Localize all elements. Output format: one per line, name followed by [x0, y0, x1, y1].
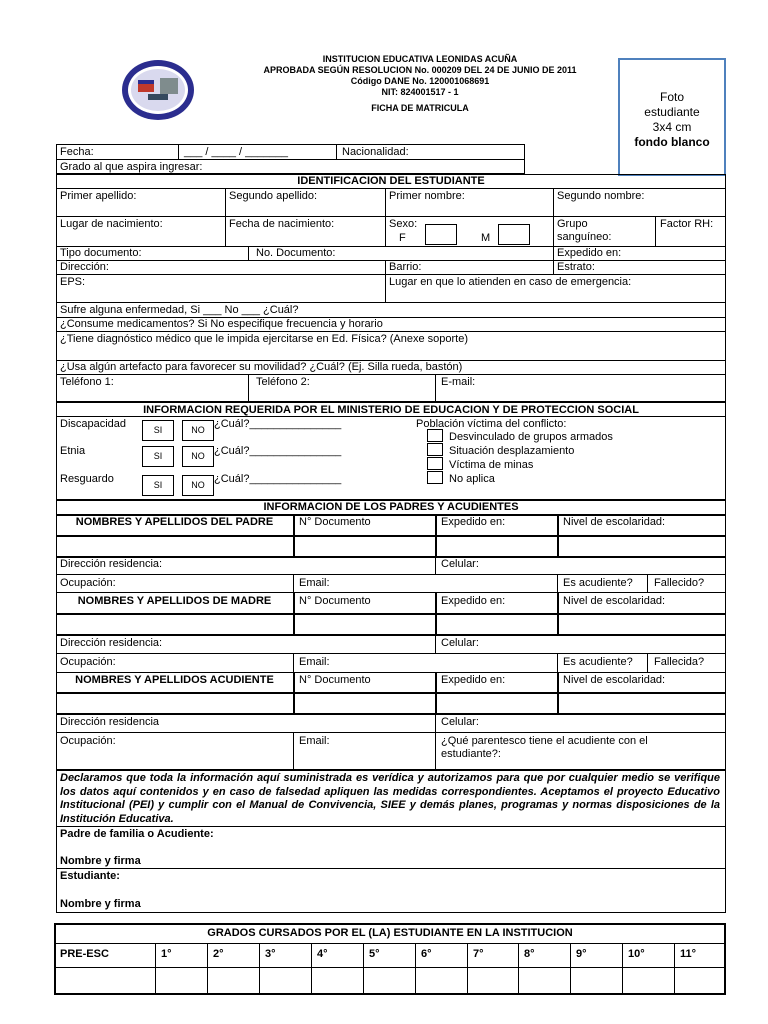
photo-box: [618, 58, 726, 176]
padre-es-acudiente[interactable]: Es acudiente?: [563, 577, 633, 589]
grade-header-6: 6°: [421, 948, 432, 960]
nacionalidad-label[interactable]: Nacionalidad:: [342, 146, 409, 158]
discapacidad-label: Discapacidad: [60, 418, 127, 430]
ministry-section-title: INFORMACION REQUERIDA POR EL MINISTERIO DE EDUCACION Y DE PROTECCION SOCIAL: [143, 404, 639, 416]
sexo-f-checkbox[interactable]: [425, 224, 457, 245]
padre-header: NOMBRES Y APELLIDOS DEL PADRE: [75, 516, 274, 528]
grade-cell-6[interactable]: [416, 968, 466, 993]
acudiente-direccion-field[interactable]: Dirección residencia: [60, 716, 160, 728]
acudiente-ocupacion-field[interactable]: Ocupación:: [60, 735, 116, 747]
madre-celular-field[interactable]: Celular:: [441, 637, 479, 649]
grade-header-1: 1°: [161, 948, 172, 960]
padre-ocupacion-field[interactable]: Ocupación:: [60, 577, 116, 589]
document-title: FICHA DE MATRICULA: [371, 103, 469, 113]
madre-expedido-header: Expedido en:: [441, 595, 506, 607]
acudiente-expedido-header: Expedido en:: [441, 674, 506, 686]
padre-email-field[interactable]: Email:: [299, 577, 330, 589]
no-documento-field[interactable]: No. Documento:: [256, 247, 336, 259]
grade-cell-1[interactable]: [156, 968, 206, 993]
resguardo-label: Resguardo: [60, 473, 114, 485]
etnia-si[interactable]: SI: [142, 446, 174, 467]
resguardo-si[interactable]: SI: [142, 475, 174, 496]
diagnostico-question[interactable]: ¿Tiene diagnóstico médico que le impida ejercitarse en Ed. Física? (Anexe soporte): [60, 333, 469, 345]
grade-header-4: 4°: [317, 948, 328, 960]
fecha-nacimiento-field[interactable]: Fecha de nacimiento:: [229, 218, 335, 230]
grade-cell-7[interactable]: [468, 968, 517, 993]
option-desplazamiento-label: Situación desplazamiento: [449, 445, 575, 457]
padre-expedido-header: Expedido en:: [441, 516, 506, 528]
madre-fallecida[interactable]: Fallecida?: [654, 656, 705, 668]
estrato-field[interactable]: Estrato:: [557, 261, 595, 273]
grade-header-5: 5°: [369, 948, 380, 960]
grade-cell-4[interactable]: [312, 968, 362, 993]
madre-ocupacion-field[interactable]: Ocupación:: [60, 656, 116, 668]
madre-input-row[interactable]: [56, 615, 726, 634]
estudiante-nombre-firma: Nombre y firma: [60, 898, 141, 910]
option-minas-checkbox[interactable]: [427, 457, 443, 470]
madre-es-acudiente[interactable]: Es acudiente?: [563, 656, 633, 668]
madre-email-field[interactable]: Email:: [299, 656, 330, 668]
direccion-field[interactable]: Dirección:: [60, 261, 109, 273]
photo-line-3: 3x4 cm: [652, 120, 692, 134]
discapacidad-si[interactable]: SI: [142, 420, 174, 441]
padre-celular-field[interactable]: Celular:: [441, 558, 479, 570]
grade-cell-8[interactable]: [519, 968, 569, 993]
telefono1-field[interactable]: Teléfono 1:: [60, 376, 114, 388]
option-desplazamiento-checkbox[interactable]: [427, 443, 443, 456]
sexo-m-checkbox[interactable]: [498, 224, 530, 245]
acudiente-input-row[interactable]: [56, 694, 726, 713]
acudiente-escolaridad-header: Nivel de escolaridad:: [563, 674, 666, 686]
sexo-label: Sexo:: [389, 218, 418, 230]
acudiente-documento-header: N° Documento: [299, 674, 371, 686]
madre-direccion-field[interactable]: Dirección residencia:: [60, 637, 163, 649]
acudiente-email-field[interactable]: Email:: [299, 735, 330, 747]
sanguineo-label[interactable]: sanguíneo:: [557, 231, 612, 243]
nit-number: NIT: 824001517 - 1: [381, 87, 459, 97]
grade-header-3: 3°: [265, 948, 276, 960]
dane-code: Código DANE No. 120001068691: [350, 76, 490, 86]
student-section-title: IDENTIFICACION DEL ESTUDIANTE: [297, 175, 485, 187]
discapacidad-no[interactable]: NO: [182, 420, 214, 441]
segundo-nombre-field[interactable]: Segundo nombre:: [557, 190, 645, 202]
expedido-field[interactable]: Expedido en:: [557, 247, 622, 259]
etnia-no[interactable]: NO: [182, 446, 214, 467]
padre-escolaridad-header: Nivel de escolaridad:: [563, 516, 666, 528]
grade-cell-10[interactable]: [623, 968, 673, 993]
lugar-nacimiento-field[interactable]: Lugar de nacimiento:: [60, 218, 163, 230]
padre-documento-header: N° Documento: [299, 516, 371, 528]
grade-cell-9[interactable]: [571, 968, 621, 993]
grade-cell-11[interactable]: [675, 968, 725, 993]
etnia-label: Etnia: [60, 445, 86, 457]
parents-section-title: INFORMACION DE LOS PADRES Y ACUDIENTES: [263, 501, 519, 513]
tipo-documento-field[interactable]: Tipo documento:: [60, 247, 142, 259]
padre-firma-label[interactable]: Padre de familia o Acudiente:: [60, 828, 214, 840]
artefacto-question[interactable]: ¿Usa algún artefacto para favorecer su movilidad? ¿Cuál? (Ej. Silla rueda, bastón): [60, 361, 463, 373]
acudiente-celular-field[interactable]: Celular:: [441, 716, 479, 728]
sexo-m-label: M: [481, 232, 491, 244]
eps-field[interactable]: EPS:: [60, 276, 86, 288]
poblacion-victima-label: Población víctima del conflicto:: [416, 418, 567, 430]
medicamentos-question[interactable]: ¿Consume medicamentos? Si No especifique frecuencia y horario: [60, 318, 383, 330]
padre-input-row[interactable]: [56, 537, 726, 556]
option-no-aplica-checkbox[interactable]: [427, 471, 443, 484]
grade-header-9: 9°: [576, 948, 587, 960]
grade-cell-5[interactable]: [364, 968, 414, 993]
grade-header-10: 10°: [628, 948, 645, 960]
resguardo-cual[interactable]: ¿Cuál?_______________: [214, 473, 342, 485]
declaration-text: Declaramos que toda la información aquí suministrada es verídica y autorizamos para que por cualquier medio se verifique los datos aquí contenidos y en caso de falsedad apliquen las medidas correspondientes. Aceptamos el proyecto Educativo Institucional (PEI) y cumplir con el Manual de Convivencia, SIEE y demás planes, programas y normas disposiciones de la Institución Educativa.: [60, 772, 720, 825]
estudiante-firma-label[interactable]: Estudiante:: [60, 870, 120, 882]
photo-line-4: fondo blanco: [634, 135, 710, 149]
etnia-cual[interactable]: ¿Cuál?_______________: [214, 445, 342, 457]
grade-header-11: 11°: [680, 948, 697, 960]
madre-escolaridad-header: Nivel de escolaridad:: [563, 595, 666, 607]
primer-apellido-field[interactable]: Primer apellido:: [60, 190, 137, 202]
barrio-field[interactable]: Barrio:: [389, 261, 422, 273]
grade-header-0: PRE-ESC: [60, 948, 109, 960]
photo-line-1: Foto: [659, 90, 684, 104]
padre-direccion-field[interactable]: Dirección residencia:: [60, 558, 163, 570]
sexo-f-label: F: [399, 232, 406, 244]
factor-rh-field[interactable]: Factor RH:: [660, 218, 714, 230]
grade-cell-2[interactable]: [208, 968, 258, 993]
option-desvinculado-label: Desvinculado de grupos armados: [449, 431, 613, 443]
fecha-label: Fecha:: [60, 146, 94, 158]
padre-nombre-firma: Nombre y firma: [60, 855, 141, 867]
grades-title: GRADOS CURSADOS POR EL (LA) ESTUDIANTE EN LA INSTITUCION: [207, 927, 573, 939]
grupo-label: Grupo: [557, 218, 588, 230]
padre-fallecido[interactable]: Fallecido?: [654, 577, 705, 589]
fecha-field[interactable]: ___ / ____ / _______: [184, 146, 288, 158]
resguardo-no[interactable]: NO: [182, 475, 214, 496]
parentesco-question-line2[interactable]: estudiante?:: [441, 748, 501, 760]
enfermedad-question[interactable]: Sufre alguna enfermedad, Si ___ No ___ ¿Cuál?: [60, 304, 299, 316]
grade-cell-0[interactable]: [55, 968, 154, 993]
discapacidad-cual[interactable]: ¿Cuál?_______________: [214, 418, 342, 430]
resolution-text: APROBADA SEGÚN RESOLUCION No. 000209 DEL 24 DE JUNIO DE 2011: [263, 65, 577, 75]
lugar-emergencia-field[interactable]: Lugar en que lo atienden en caso de emergencia:: [389, 276, 632, 288]
grade-header-8: 8°: [524, 948, 535, 960]
primer-nombre-field[interactable]: Primer nombre:: [389, 190, 465, 202]
parentesco-question-line1[interactable]: ¿Qué parentesco tiene el acudiente con el: [441, 735, 648, 747]
option-no-aplica-label: No aplica: [449, 473, 495, 485]
email-field[interactable]: E-mail:: [441, 376, 476, 388]
grade-header-7: 7°: [473, 948, 484, 960]
grado-label[interactable]: Grado al que aspira ingresar:: [60, 161, 203, 173]
option-desvinculado-checkbox[interactable]: [427, 429, 443, 442]
telefono2-field[interactable]: Teléfono 2:: [256, 376, 310, 388]
option-minas-label: Víctima de minas: [449, 459, 534, 471]
photo-line-2: estudiante: [644, 105, 700, 119]
grade-header-2: 2°: [213, 948, 224, 960]
madre-header: NOMBRES Y APELLIDOS DE MADRE: [77, 595, 272, 607]
madre-documento-header: N° Documento: [299, 595, 371, 607]
grade-cell-3[interactable]: [260, 968, 310, 993]
institution-logo: [120, 58, 196, 122]
segundo-apellido-field[interactable]: Segundo apellido:: [229, 190, 318, 202]
acudiente-header: NOMBRES Y APELLIDOS ACUDIENTE: [75, 674, 274, 686]
institution-name: INSTITUCION EDUCATIVA LEONIDAS ACUÑA: [322, 54, 518, 64]
